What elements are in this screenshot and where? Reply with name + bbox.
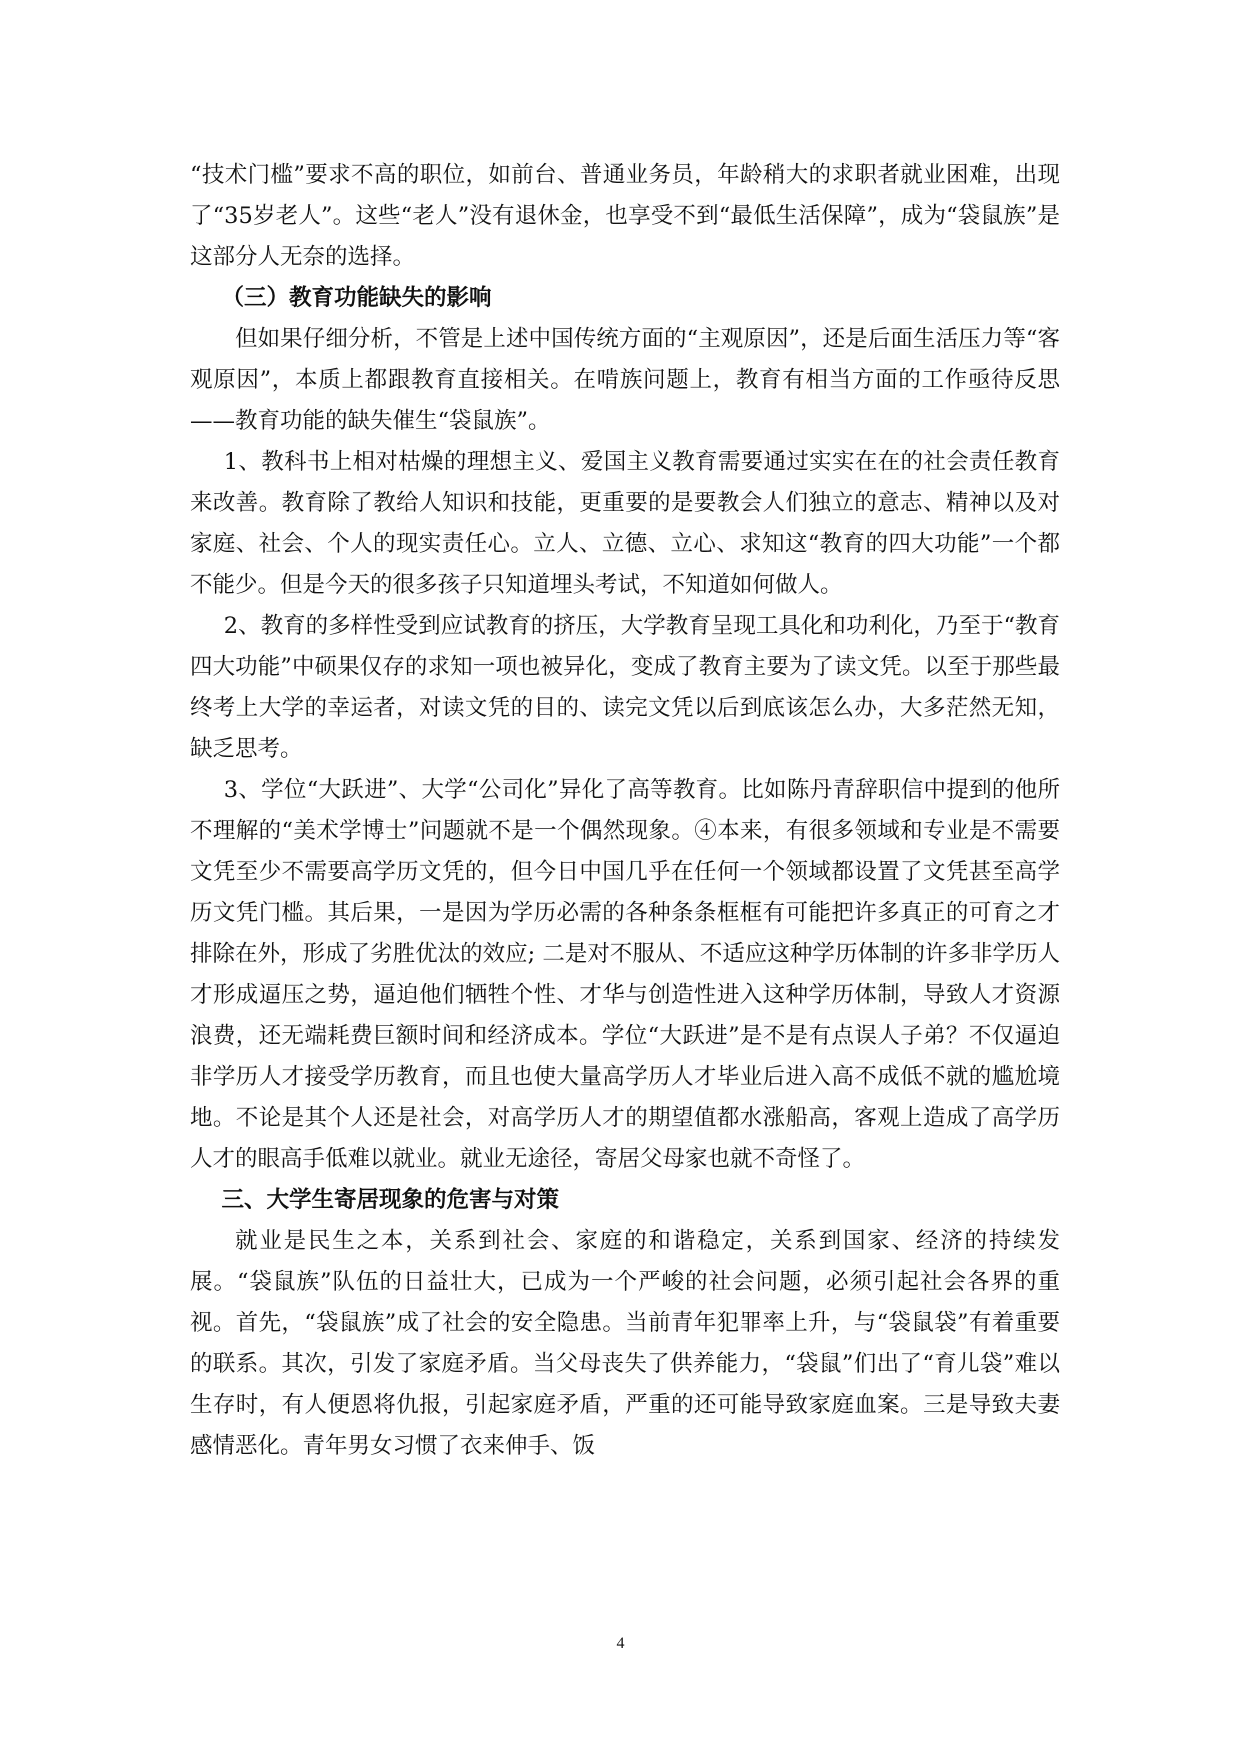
page-number: 4 [616, 1635, 625, 1652]
body-text [190, 155, 1060, 1467]
section-heading-education: （三）教育功能缺失的影响 [221, 285, 492, 311]
paragraph-continuation: “技术门槛”要求不高的职位，如前台、普通业务员，年龄稍大的求职者就业困难，出现了“35岁老人”。这些“老人”没有退休金，也享受不到“最低生活保障”，成为“袋鼠族”是这部分人无奈的选择。 [190, 162, 1060, 270]
section-heading-harms: 三、大学生寄居现象的危害与对策 [221, 1187, 560, 1213]
paragraph-intro: 但如果仔细分析，不管是上述中国传统方面的“主观原因”，还是后面生活压力等“客观原因”，本质上都跟教育直接相关。在啃族问题上，教育有相当方面的工作亟待反思——教育功能的缺失催生“袋鼠族”。 [190, 326, 1060, 434]
list-item-1: 1、教科书上相对枯燥的理想主义、爱国主义教育需要通过实实在在的社会责任教育来改善。教育除了教给人知识和技能，更重要的是要教会人们独立的意志、精神以及对家庭、社会、个人的现实责任心。立人、立德、立心、求知这“教育的四大功能”一个都不能少。但是今天的很多孩子只知道埋头考试，不知道如何做人。 [190, 449, 1060, 598]
list-item-3: 3、学位“大跃进”、大学“公司化”异化了高等教育。比如陈丹青辞职信中提到的他所不理解的“美术学博士”问题就不是一个偶然现象。④本来，有很多领域和专业是不需要文凭至少不需要高学历文凭的，但今日中国几乎在任何一个领域都设置了文凭甚至高学历文凭门槛。其后果，一是因为学历必需的各种条条框框有可能把许多真正的可育之才排除在外，形成了劣胜优汰的效应; 二是对不服从、不适应这种学历体制的许多非学历人才形成逼压之势，逼迫他们牺牲个性、才华与创造性进入这种学历体制，导致人才资源浪费，还无端耗费巨额时间和经济成本。学位“大跃进”是不是有点误人子弟？不仅逼迫非学历人才接受学历教育，而且也使大量高学历人才毕业后进入高不成低不就的尴尬境地。不论是其个人还是社会，对高学历人才的期望值都水涨船高，客观上造成了高学历人才的眼高手低难以就业。就业无途径，寄居父母家也就不奇怪了。 [190, 777, 1060, 1172]
list-item-2: 2、教育的多样性受到应试教育的挤压，大学教育呈现工具化和功利化，乃至于“教育四大功能”中硕果仅存的求知一项也被异化，变成了教育主要为了读文凭。以至于那些最终考上大学的幸运者，对读文凭的目的、读完文凭以后到底该怎么办，大多茫然无知，缺乏思考。 [190, 613, 1060, 762]
paragraph-section3: 就业是民生之本，关系到社会、家庭的和谐稳定，关系到国家、经济的持续发展。“袋鼠族”队伍的日益壮大，已成为一个严峻的社会问题，必须引起社会各界的重视。首先，“袋鼠族”成了社会的安全隐患。当前青年犯罪率上升，与“袋鼠袋”有着重要的联系。其次，引发了家庭矛盾。当父母丧失了供养能力，“袋鼠”们出了“育儿袋”难以生存时，有人便恩将仇报，引起家庭矛盾，严重的还可能导致家庭血案。三是导致夫妻感情恶化。青年男女习惯了衣来伸手、饭 [190, 1228, 1060, 1459]
